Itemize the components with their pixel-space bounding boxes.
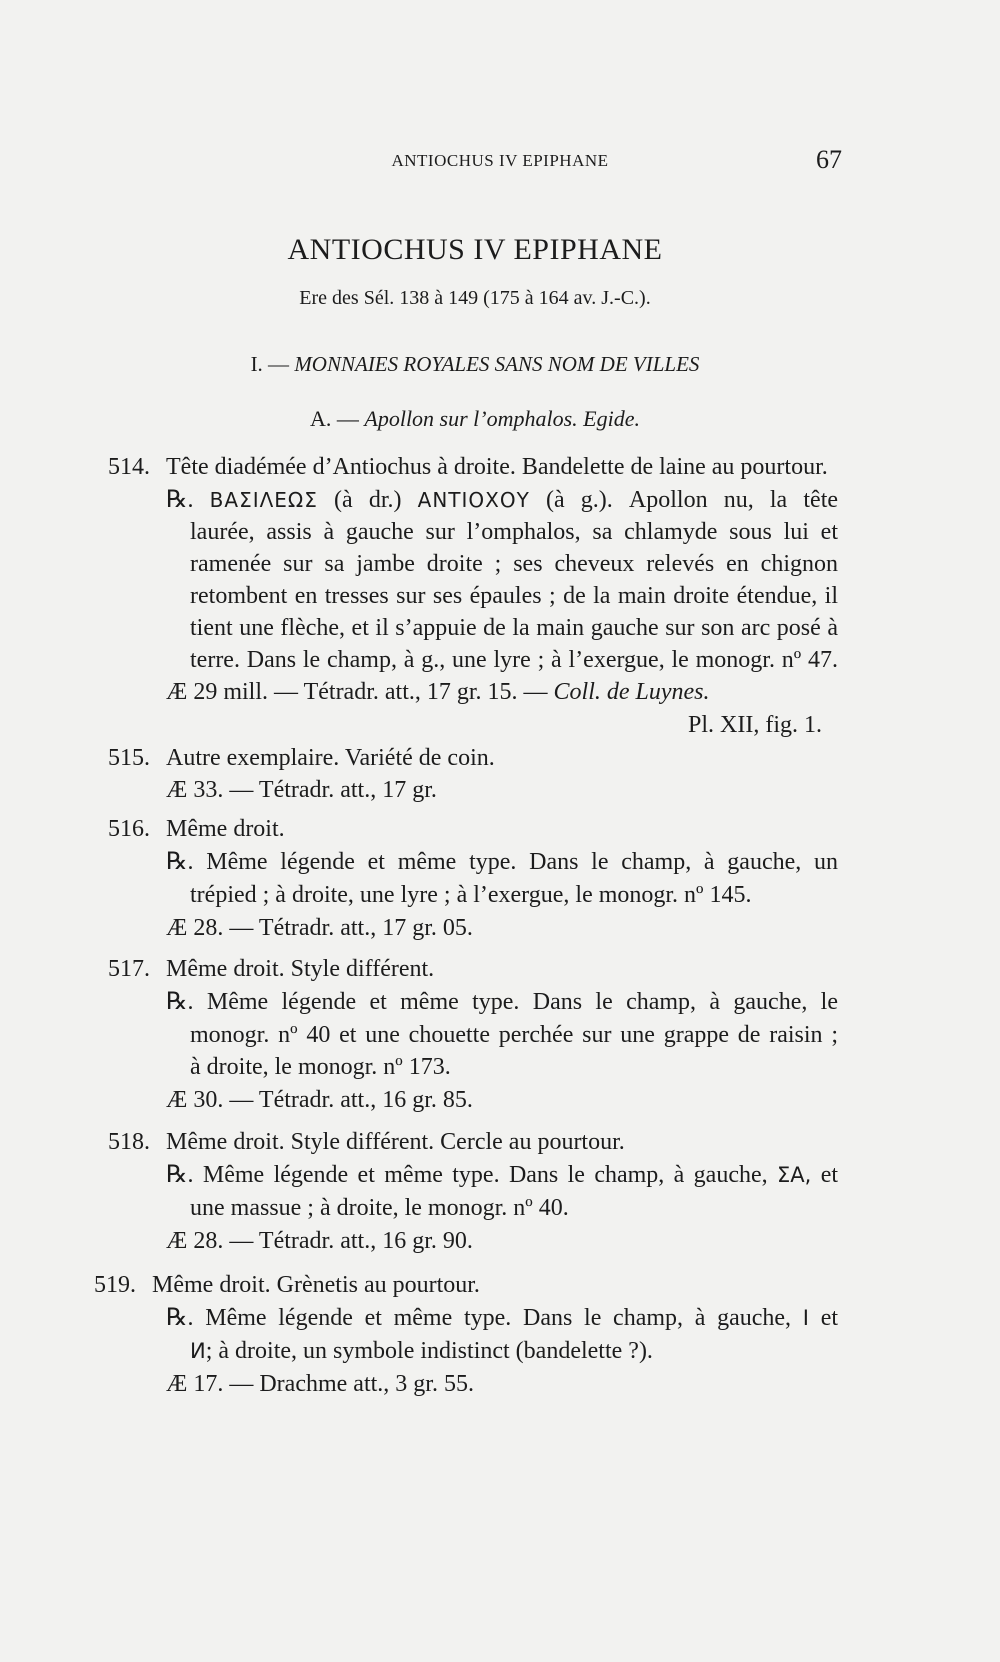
running-title: ANTIOCHUS IV EPIPHANE [391,151,609,170]
metal-symbol: Æ [166,1087,188,1113]
metal-symbol: Æ [166,915,188,941]
entry-text [166,1303,838,1333]
plate-reference: Pl. XII, fig. 1. [688,712,822,738]
entry-text: et [820,1162,839,1188]
entry-text: tient une flèche, et il s’appuie de la main gauche sur son arc posé à [190,615,838,641]
metal-symbol: Æ [166,1228,188,1254]
entry-text [166,987,838,1017]
era-subtitle: Ere des Sél. 138 à 149 (175 à 164 av. J.-C.). [299,287,651,309]
subsection-label: Apollon sur l’omphalos. Egide. [364,406,640,431]
field-letters: ΣΑ, [777,1163,812,1187]
entry-text: Même droit. Style différent. [166,956,435,982]
entry-text [166,847,838,877]
entry-text: retombent en tresses sur ses épaules ; de la main droite étendue, il [190,583,838,609]
entry-text: ; à droite, un symbole indistinct (bandelette ?). [205,1338,653,1364]
entry-text [166,1369,474,1399]
field-letter: I [802,1306,809,1330]
entry-text: 28. — Tétradr. att., 16 gr. 90. [193,1228,473,1254]
reverse-symbol: ℞. [166,487,194,513]
entry-text: 33. — Tétradr. att., 17 gr. [193,777,437,803]
entry-text [166,677,710,707]
entry-text: Autre exemplaire. Variété de coin. [166,745,495,771]
entry-text: 28. — Tétradr. att., 17 gr. 05. [193,915,473,941]
entry-text: Même légende et même type. Dans le champ, à gauche, le [206,989,839,1015]
entry-text: Même légende et même type. Dans le champ, à gauche, un [206,849,838,875]
entry-text [190,1336,653,1366]
entry-text [166,1085,473,1115]
entry-number: 516. [108,816,150,842]
field-letter: И [190,1339,206,1363]
page-title: ANTIOCHUS IV EPIPHANE [287,233,663,266]
entry-text: trépied ; à droite, une lyre ; à l’exergue, le monogr. nº 145. [190,882,752,908]
entry-text: Même droit. Style différent. Cercle au pourtour. [166,1129,625,1155]
entry-text: à droite, le monogr. nº 173. [190,1054,451,1080]
entry-number: 515. [108,745,150,771]
reverse-symbol: ℞. [166,989,194,1015]
entry-text [166,485,838,515]
entry-text [166,913,473,943]
entry-number: 518. [108,1129,150,1155]
entry-text: laurée, assis à gauche sur l’omphalos, sa chlamyde sous lui et [190,519,838,545]
metal-symbol: Æ [166,1371,188,1397]
entry-text: (à g.). Apollon nu, la tête [545,487,839,513]
entry-number: 514. [108,454,150,480]
entry-text [166,775,437,805]
entry-text: monogr. nº 40 et une chouette perchée sur une grappe de raisin ; [190,1022,838,1048]
greek-legend: ΑΝΤΙΟΧΟΥ [417,488,530,512]
entry-text: Même droit. [166,816,285,842]
reverse-symbol: ℞. [166,849,194,875]
entry-text: une massue ; à droite, le monogr. nº 40. [190,1195,569,1221]
entry-text: 30. — Tétradr. att., 16 gr. 85. [193,1087,473,1113]
entry-text [166,1160,838,1190]
entry-text: Tête diadémée d’Antiochus à droite. Bandelette de laine au pourtour. [166,454,828,480]
entry-text: Même légende et même type. Dans le champ, à gauche, [202,1162,768,1188]
section-heading [0,352,950,377]
entry-text: terre. Dans le champ, à g., une lyre ; à l’exergue, le monogr. nº 47. [190,647,838,673]
entry-text: 17. — Drachme att., 3 gr. 55. [193,1371,474,1397]
entry-text: Même droit. Grènetis au pourtour. [152,1272,480,1298]
page-number: 67 [816,145,842,174]
section-label: MONNAIES ROYALES SANS NOM DE VILLES [294,352,700,376]
entry-text: ramenée sur sa jambe droite ; ses cheveux relevés en chignon [190,551,838,577]
greek-legend: ΒΑΣΙΛΕΩΣ [209,488,318,512]
entry-number: 519. [94,1272,136,1298]
entry-text: et [820,1305,839,1331]
entry-text: (à dr.) [334,487,402,513]
entry-text: 29 mill. — Tétradr. att., 17 gr. 15. — [193,679,548,705]
metal-symbol: Æ [166,777,188,803]
collection-name: Coll. de Luynes. [553,679,710,705]
section-prefix: I. — [250,352,290,376]
entry-text: Même légende et même type. Dans le champ, à gauche, [205,1305,792,1331]
metal-symbol: Æ [166,679,188,705]
entry-text [166,1226,473,1256]
subsection-prefix: A. — [310,406,359,431]
reverse-symbol: ℞. [166,1162,194,1188]
reverse-symbol: ℞. [166,1305,194,1331]
entry-number: 517. [108,956,150,982]
subsection-heading [0,406,950,432]
